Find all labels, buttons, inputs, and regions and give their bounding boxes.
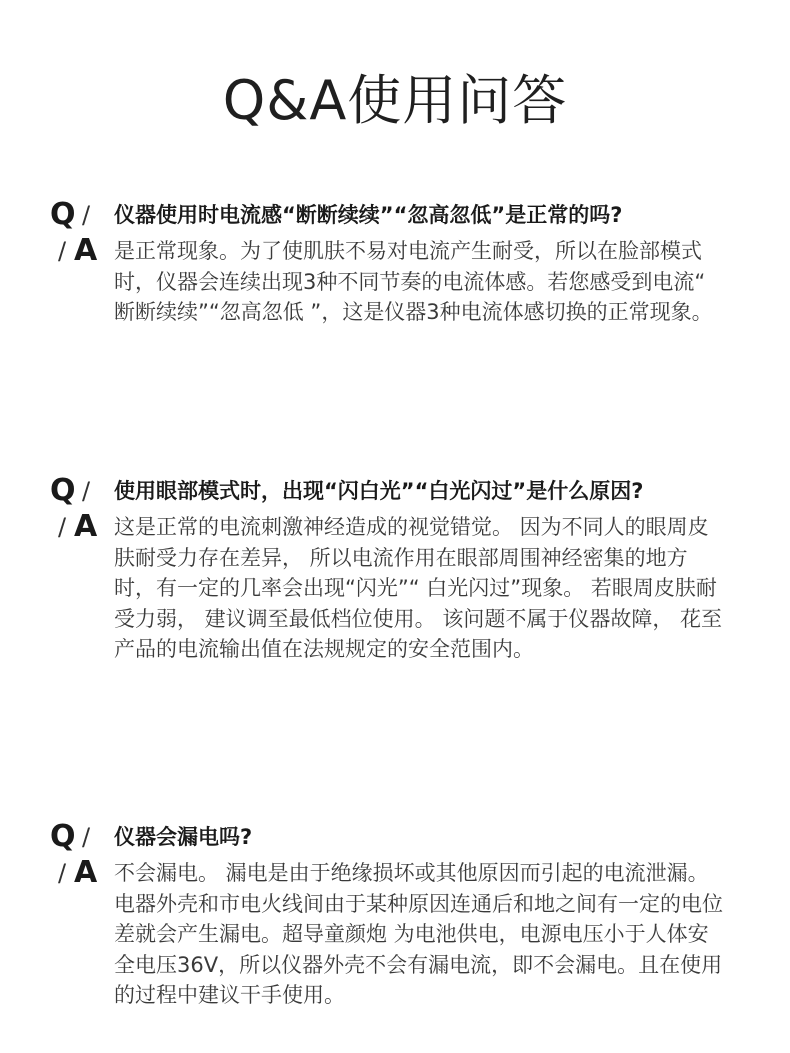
- faq-item: [44, 473, 744, 665]
- slash-divider: /: [82, 823, 91, 851]
- slash-divider: /: [58, 237, 67, 265]
- page-title: Q&A使用问答: [222, 69, 568, 132]
- slash-divider: /: [58, 859, 67, 887]
- slash-divider: /: [82, 201, 91, 229]
- question-row: [44, 473, 744, 508]
- slash-divider: /: [82, 477, 91, 505]
- q-mark: Q: [50, 819, 76, 854]
- answer-row: [44, 509, 744, 665]
- question-text: 使用眼部模式时，出现“闪白光”“白光闪过”是什么原因?: [114, 479, 644, 503]
- q-mark: Q: [50, 197, 76, 232]
- answer-row: [44, 855, 744, 1011]
- question-text: 仪器使用时电流感“断断续续”“忽高忽低”是正常的吗?: [114, 203, 623, 227]
- question-row: [44, 197, 744, 232]
- answer-row: [44, 233, 744, 328]
- faq-item: [44, 819, 744, 1011]
- question-row: [44, 819, 744, 854]
- answer-text: 是正常现象。为了使肌肤不易对电流产生耐受，所以在脸部模式时，仪器会连续出现3种不同节奏的电流体感。若您感受到电流“ 断断续续”“忽高忽低 ”，这是仪器3种电流体感切换的正常现象。: [114, 239, 713, 324]
- answer-text: 这是正常的电流刺激神经造成的视觉错觉。 因为不同人的眼周皮肤耐受力存在差异， 所以电流作用在眼部周围神经密集的地方时，有一定的几率会出现“闪光”“ 白光闪过”现象。 若眼周皮肤耐受力弱， 建议调至最低档位使用。 该问题不属于仪器故障， 花至产品的电流输出值在法规规定的安全范围内。: [114, 515, 723, 661]
- a-mark: A: [74, 855, 98, 890]
- a-mark: A: [74, 233, 98, 268]
- q-mark: Q: [50, 473, 76, 508]
- answer-text: 不会漏电。 漏电是由于绝缘损坏或其他原因而引起的电流泄漏。电器外壳和市电火线间由于某种原因连通后和地之间有一定的电位差就会产生漏电。超导童颜炮 为电池供电，电源电压小于人体安全电压36V，所以仪器外壳不会有漏电流，即不会漏电。且在使用的过程中建议干手使用。: [114, 861, 723, 1007]
- slash-divider: /: [58, 513, 67, 541]
- faq-item: [44, 197, 744, 328]
- a-mark: A: [74, 509, 98, 544]
- question-text: 仪器会漏电吗?: [114, 825, 253, 849]
